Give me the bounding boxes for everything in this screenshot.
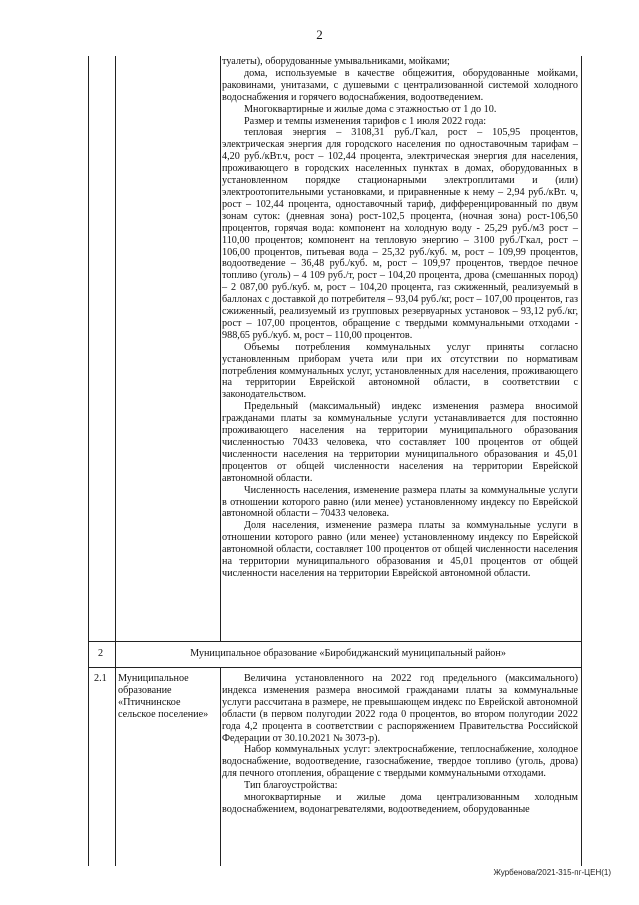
paragraph: Набор коммунальных услуг: электроснабжение, теплоснабжение, холодное водоснабжение, водоотведение, газоснабжение, твердое топливо (уголь, дрова) для печного отопления, обращение с твердыми коммунальными отходами. — [222, 744, 578, 780]
paragraph: Размер и темпы изменения тарифов с 1 июля 2022 года: — [244, 115, 487, 127]
municipality-title: Муниципальное образование «Биробиджанский муниципальный район» — [190, 648, 506, 659]
paragraph: Многоквартирные и жилые дома с этажностью от 1 до 10. — [244, 103, 497, 115]
paragraph: тепловая энергия – 3108,31 руб./Гкал, рост – 105,95 процентов, электрическая энергия для городского населения по одноставочным тарифам – 4,20 руб./кВт.ч, рост – 102,44 процента, электрическая энергия для населения, проживающего в городских населенных пунктах в домах, оборудованных в установленном порядке стационарными электроплитами и (или) электроотопительными установками, и приравненные к нему – 2,94 руб./кВт. ч, рост – 102,44 процента, одноставочный тариф, дифференцированный по двум зонам суток: (дневная зона) рост-102,5 процента, (ночная зона) рост-106,50 процентов, горячая вода: компонент на холодную воду - 25,29 руб./м3 рост – 110,00 процентов; компонент на тепловую энергию – 3100 руб./Гкал, рост – 106,00 процентов, питьевая вода – 25,32 руб./куб. м, рост – 109,99 процентов, водоотведение – 36,48 руб./куб. м, рост – 109,97 процентов, твердое печное топливо (уголь) – 4 109 руб./т, рост – 104,20 процента, дрова (смешанных пород) – 2 087,00 руб./куб. м, рост – 104,20 процента, газ сжиженный, реализуемый в баллонах с доставкой до потребителя – 93,04 руб./кг, рост – 107,00 процентов, газ сжиженный, реализуемый из групповых резервуарных установок – 93,12 руб./кг, рост – 107,00 процентов, обращение с твердыми коммунальными отходами - 988,65 руб./куб. м, рост – 110,00 процентов. — [222, 127, 578, 341]
municipality-name: Муниципальное образование «Птичнинское сельское поселение» — [118, 673, 209, 720]
section1-text — [222, 56, 578, 580]
paragraph: Предельный (максимальный) индекс изменения размера вносимой гражданами платы за коммунальные услуги устанавливается для постоянно проживающего населения на территории муниципального образования численностью 70433 человека, что составляет 100 процентов от общей численности населения на территории муниципального образования и 45,01 процентов от общей численности населения на территории Еврейской автономной области. — [222, 401, 578, 484]
paragraph: дома, используемые в качестве общежития, оборудованные мойками, раковинами, унитазами, с душевыми с централизованной системой холодного водоснабжения и горячего водоснабжения, водоотведением. — [222, 67, 578, 103]
paragraph: многоквартирные и жилые дома централизованным холодным водоснабжением, водонагревателями, водоотведением, оборудованные — [222, 792, 578, 815]
paragraph: Доля населения, изменение размера платы за коммунальные услуги в отношении которого равно (или менее) установленному индексу по Еврейской автономной области, составляет 100 процентов от общей численности населения на территории муниципального образования и 45,01 процентов от общей численности населения на территории Еврейской автономной области. — [222, 520, 578, 579]
paragraph: Объемы потребления коммунальных услуг приняты согласно установленным приборам учета или при их отсутствии по нормативам потребления коммунальных услуг, установленных для населения, проживающего на территории Еврейской автономной области, в соответствии с законодательством. — [222, 341, 578, 401]
row-number: 2.1 — [94, 673, 107, 684]
row21-text — [222, 673, 578, 816]
paragraph: туалеты), оборудованные умывальниками, мойками; — [222, 56, 450, 67]
document-footer: Журбенова/2021-315-пг-ЦЕН(1) — [493, 868, 611, 877]
paragraph: Тип благоустройства: — [244, 780, 338, 792]
paragraph: Величина установленного на 2022 год предельного (максимального) индекса изменения размера вносимой гражданами платы за коммунальные услуги рассчитана в размере, не превышающем индекс по Еврейской автономной области (в первом полугодии 2022 года 0 процентов, во втором полугодии 2022 года 4,2 процента в соответствии с распоряжением Правительства Российской Федерации от 30.10.2021 № 3073-р). — [222, 673, 578, 744]
page-number: 2 — [316, 27, 323, 42]
paragraph: Численность населения, изменение размера платы за коммунальные услуги в отношении которого равно (или менее) установленному индексу по Еврейской автономной области – 70433 человека. — [222, 484, 578, 520]
row-number: 2 — [98, 648, 104, 659]
